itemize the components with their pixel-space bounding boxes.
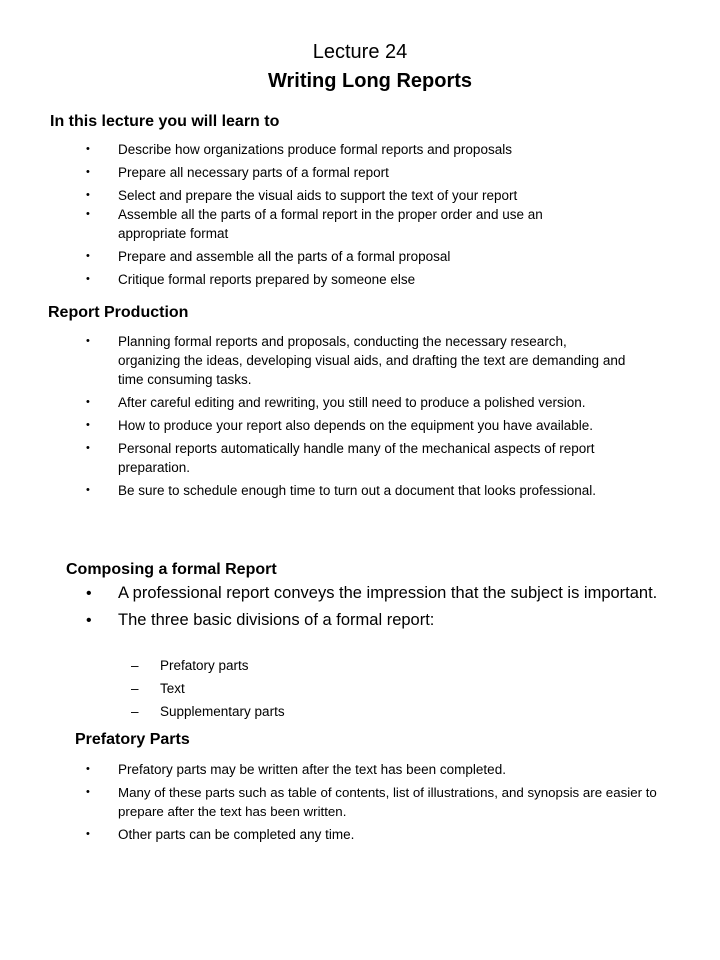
section-heading-prefatory-parts: Prefatory Parts xyxy=(75,731,190,748)
bullet: • xyxy=(86,143,90,155)
bullet: • xyxy=(86,828,90,840)
list-item: • Critique formal reports prepared by someone else xyxy=(86,272,416,287)
dash: – xyxy=(131,658,139,673)
section-heading-learning-objectives: In this lecture you will learn to xyxy=(50,113,280,130)
list-item: • Prefatory parts may be written after the text has been completed. xyxy=(86,762,506,777)
report-production-list xyxy=(86,332,628,500)
list-item: • Prepare and assemble all the parts of a formal proposal xyxy=(86,249,451,264)
list-item: • Personal reports automatically handle many of the mechanical aspects of report preparation. xyxy=(86,441,595,475)
section-heading-composing-formal-report: Composing a formal Report xyxy=(66,561,277,578)
list-item: • The three basic divisions of a formal report: xyxy=(86,611,435,629)
list-item: • Planning formal reports and proposals, conducting the necessary research, organizing the ideas, developing visual aids, and drafting the text are demanding and time consuming tasks. xyxy=(86,334,626,387)
list-item: • Other parts can be completed any time. xyxy=(86,827,355,842)
bullet: • xyxy=(86,442,90,454)
report-divisions-list xyxy=(131,657,460,720)
bullet: • xyxy=(86,419,90,431)
list-item: • A professional report conveys the impression that the subject is important. xyxy=(86,584,658,602)
list-item: • Be sure to schedule enough time to turn out a document that looks professional. xyxy=(86,483,597,498)
list-item: – Text xyxy=(131,681,185,696)
list-item: • Many of these parts such as table of contents, list of illustrations, and synopsis are easier to prepare after the text has been written. xyxy=(86,785,657,819)
list-item: • Select and prepare the visual aids to support the text of your report xyxy=(86,188,518,203)
bullet: • xyxy=(86,786,90,798)
bullet: • xyxy=(86,612,92,629)
list-item: – Supplementary parts xyxy=(131,704,285,719)
bullet: • xyxy=(86,208,90,220)
list-item: • Describe how organizations produce formal reports and proposals xyxy=(86,142,512,157)
bullet: • xyxy=(86,335,90,347)
bullet: • xyxy=(86,189,90,201)
list-item: • After careful editing and rewriting, you still need to produce a polished version. xyxy=(86,395,586,410)
section-heading-report-production: Report Production xyxy=(48,304,189,321)
dash: – xyxy=(131,704,139,719)
list-item: • How to produce your report also depends on the equipment you have available. xyxy=(86,418,594,433)
list-item: • Assemble all the parts of a formal report in the proper order and use an appropriate format xyxy=(86,207,543,241)
bullet: • xyxy=(86,250,90,262)
prefatory-parts-list xyxy=(86,760,688,844)
bullet: • xyxy=(86,585,92,602)
bullet: • xyxy=(86,273,90,285)
bullet: • xyxy=(86,396,90,408)
lecture-number: Lecture 24 xyxy=(312,41,408,63)
composing-report-list xyxy=(86,583,658,631)
bullet: • xyxy=(86,763,90,775)
page-title: Writing Long Reports xyxy=(267,70,473,92)
learning-objectives-list xyxy=(86,140,613,289)
bullet: • xyxy=(86,166,90,178)
list-item: • Prepare all necessary parts of a formal report xyxy=(86,165,389,180)
list-item: – Prefatory parts xyxy=(131,658,249,673)
dash: – xyxy=(131,681,139,696)
bullet: • xyxy=(86,484,90,496)
